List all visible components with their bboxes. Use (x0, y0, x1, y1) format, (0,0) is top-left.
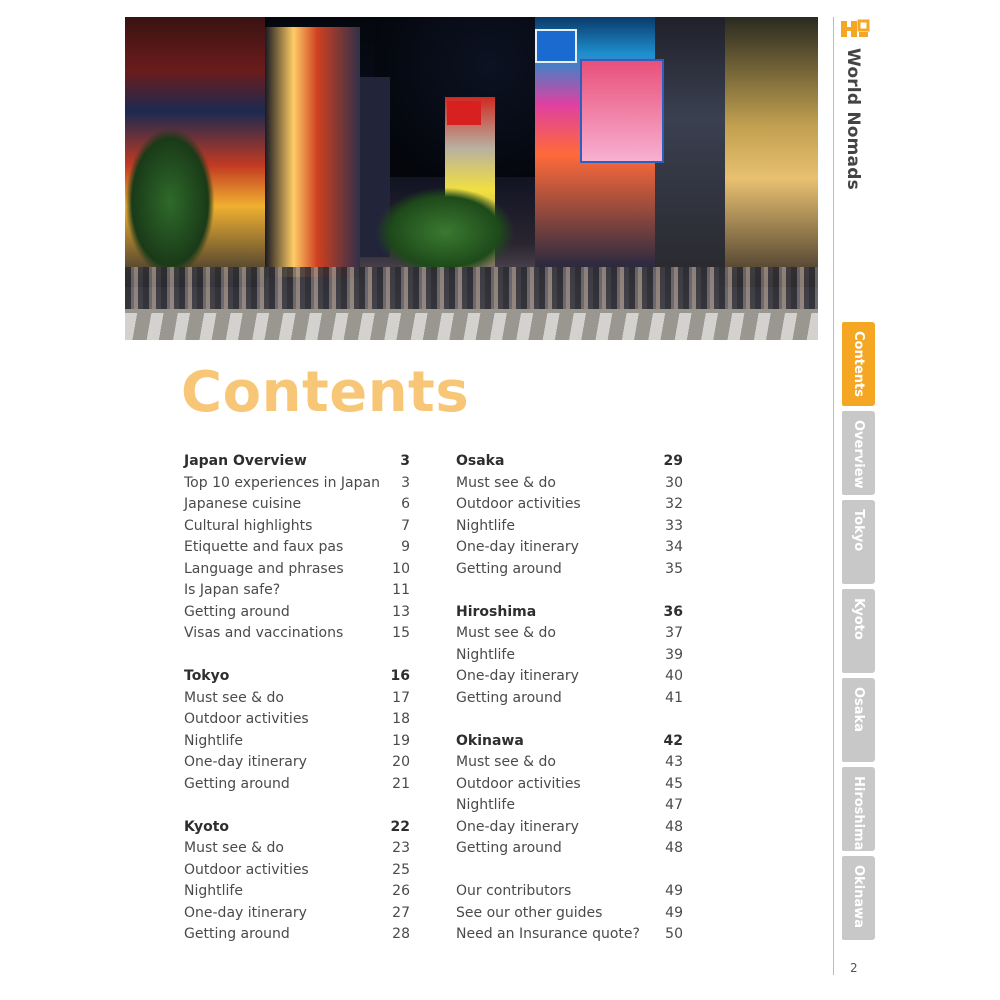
toc-page: 19 (392, 732, 410, 749)
toc-item[interactable] (456, 647, 683, 669)
toc-label: Must see & do (456, 625, 556, 641)
sign (535, 29, 577, 63)
toc-page: 37 (665, 625, 683, 641)
toc-heading-osaka[interactable] (456, 453, 683, 475)
toc-label: Etiquette and faux pas (184, 539, 344, 555)
toc-item[interactable] (184, 690, 410, 712)
toc-page: 7 (401, 517, 410, 534)
toc-item[interactable] (456, 539, 683, 561)
toc-page: 26 (392, 883, 410, 899)
toc-item[interactable] (456, 625, 683, 647)
toc-page: 35 (665, 560, 683, 577)
toc-label: Getting around (456, 560, 562, 577)
toc-page: 42 (663, 732, 683, 749)
toc-page: 43 (665, 754, 683, 770)
toc-label: Must see & do (456, 474, 556, 491)
toc-page: 40 (665, 668, 683, 684)
toc-item[interactable] (184, 862, 410, 884)
toc-label: Must see & do (456, 754, 556, 770)
toc-item[interactable] (456, 776, 683, 798)
toc-label: Nightlife (456, 797, 515, 813)
toc-label: Japanese cuisine (184, 496, 302, 512)
toc-page: 41 (665, 689, 683, 706)
toc-page: 3 (401, 474, 410, 491)
toc-page: 48 (665, 818, 683, 835)
tab-okinawa[interactable]: Okinawa (842, 856, 875, 940)
toc-page: 36 (663, 603, 683, 620)
page-number: 2 (850, 961, 858, 975)
toc-page: 15 (392, 625, 410, 641)
toc-heading-hiroshima[interactable] (456, 604, 683, 626)
toc-item-other-guides[interactable] (456, 905, 683, 927)
toc-page: 23 (392, 840, 410, 856)
toc-label: Getting around (184, 603, 290, 620)
toc-label: Nightlife (184, 883, 243, 899)
toc-page: 49 (665, 904, 683, 921)
toc-item[interactable] (184, 475, 410, 497)
toc-label: Tokyo (184, 668, 230, 684)
toc-label: Language and phrases (184, 560, 344, 577)
toc-label: One-day itinerary (184, 754, 307, 770)
building (655, 17, 735, 267)
toc-item[interactable] (456, 668, 683, 690)
toc-page: 45 (665, 775, 683, 792)
tab-contents[interactable]: Contents (842, 322, 875, 406)
toc-label: Getting around (184, 775, 290, 792)
toc-page: 48 (665, 840, 683, 856)
toc-spacer (184, 647, 410, 669)
toc-label: One-day itinerary (456, 818, 579, 835)
tab-tokyo[interactable]: Tokyo (842, 500, 875, 584)
brand-name: World Nomads (843, 48, 863, 190)
toc-page: 50 (665, 926, 683, 942)
toc-label: Must see & do (184, 689, 284, 706)
toc-page: 3 (400, 453, 410, 469)
toc-heading-kyoto[interactable] (184, 819, 410, 841)
neon-building (265, 27, 360, 277)
page-title: Contents (181, 360, 470, 425)
toc-page: 18 (392, 711, 410, 727)
toc-page: 49 (665, 883, 683, 899)
toc-spacer (456, 862, 683, 884)
toc-item[interactable] (184, 561, 410, 583)
toc-label: Visas and vaccinations (184, 625, 344, 641)
toc-label: Need an Insurance quote? (456, 926, 640, 942)
toc-label: Osaka (456, 453, 505, 469)
tab-kyoto[interactable]: Kyoto (842, 589, 875, 673)
toc-spacer (456, 711, 683, 733)
toc-column-right (456, 453, 683, 948)
toc-label: Nightlife (184, 732, 243, 749)
toc-label: Getting around (184, 926, 290, 942)
toc-page: 6 (401, 496, 410, 512)
toc-page: 13 (392, 603, 410, 620)
tab-overview[interactable]: Overview (842, 411, 875, 495)
toc-item[interactable] (184, 582, 410, 604)
toc-item[interactable] (184, 518, 410, 540)
world-nomads-logo-icon (839, 18, 871, 40)
toc-label: Outdoor activities (184, 711, 309, 727)
zebra-crossing (125, 313, 818, 340)
toc-column-left (184, 453, 410, 948)
sidebar-divider (833, 17, 834, 975)
billboard (580, 59, 664, 163)
toc-label: Japan Overview (184, 453, 307, 469)
toc-item[interactable] (184, 754, 410, 776)
lit-storefront (725, 17, 818, 287)
toc-item[interactable] (184, 840, 410, 862)
toc-spacer (456, 582, 683, 604)
toc-page: 33 (665, 517, 683, 534)
toc-label: Must see & do (184, 840, 284, 856)
toc-item[interactable] (456, 496, 683, 518)
toc-page: 39 (665, 646, 683, 663)
toc-label: See our other guides (456, 904, 603, 921)
toc-item[interactable] (184, 905, 410, 927)
hero-photo-shibuya-night (125, 17, 818, 340)
toc-label: Is Japan safe? (184, 582, 281, 598)
toc-item-contributors[interactable] (456, 883, 683, 905)
toc-item[interactable] (184, 883, 410, 905)
toc-label: Outdoor activities (456, 496, 581, 512)
toc-item[interactable] (184, 733, 410, 755)
toc-page: 30 (665, 474, 683, 491)
toc-page: 22 (390, 818, 410, 835)
toc-spacer (184, 797, 410, 819)
toc-page: 21 (392, 775, 410, 792)
trees (375, 187, 515, 277)
section-tabs (842, 322, 875, 945)
toc-page: 10 (392, 560, 410, 577)
tab-osaka[interactable]: Osaka (842, 678, 875, 762)
toc-label: Outdoor activities (184, 861, 309, 878)
toc-page: 32 (665, 496, 683, 512)
tab-hiroshima[interactable]: Hiroshima (842, 767, 875, 851)
toc-label: Kyoto (184, 818, 230, 835)
toc-heading-japan-overview[interactable] (184, 453, 410, 475)
toc-label: Top 10 experiences in Japan (184, 474, 380, 491)
toc-page: 28 (392, 926, 410, 942)
toc-page: 47 (665, 797, 683, 813)
toc-item[interactable] (456, 475, 683, 497)
toc-label: Okinawa (456, 732, 524, 749)
toc-item[interactable] (456, 561, 683, 583)
toc-heading-tokyo[interactable] (184, 668, 410, 690)
toc-page: 29 (663, 453, 683, 469)
toc-page: 20 (392, 754, 410, 770)
trees (125, 127, 215, 277)
toc-label: Our contributors (456, 883, 572, 899)
toc-item[interactable] (456, 797, 683, 819)
toc-label: One-day itinerary (456, 668, 579, 684)
toc-label: Getting around (456, 840, 562, 856)
toc-item[interactable] (456, 840, 683, 862)
toc-label: Outdoor activities (456, 775, 581, 792)
toc-page: 16 (390, 668, 410, 684)
toc-item[interactable] (184, 539, 410, 561)
toc-label: Nightlife (456, 646, 515, 663)
toc-item[interactable] (184, 711, 410, 733)
toc-page: 11 (392, 582, 410, 598)
toc-item[interactable] (456, 754, 683, 776)
toc-item[interactable] (184, 604, 410, 626)
toc-label: Getting around (456, 689, 562, 706)
toc-item[interactable] (456, 819, 683, 841)
sign (447, 101, 481, 125)
toc-page: 27 (392, 904, 410, 921)
toc-page: 25 (392, 861, 410, 878)
toc-item[interactable] (184, 625, 410, 647)
toc-page: 17 (392, 689, 410, 706)
toc-label: One-day itinerary (184, 904, 307, 921)
toc-page: 34 (665, 539, 683, 555)
toc-item-insurance-quote[interactable] (456, 926, 683, 948)
toc-label: Hiroshima (456, 603, 537, 620)
toc-label: Cultural highlights (184, 517, 313, 534)
toc-page: 9 (401, 539, 410, 555)
toc-label: One-day itinerary (456, 539, 579, 555)
crowd (125, 267, 818, 312)
toc-item[interactable] (456, 690, 683, 712)
toc-item[interactable] (184, 496, 410, 518)
toc-item[interactable] (184, 926, 410, 948)
toc-heading-okinawa[interactable] (456, 733, 683, 755)
toc-item[interactable] (184, 776, 410, 798)
toc-item[interactable] (456, 518, 683, 540)
toc-label: Nightlife (456, 517, 515, 534)
